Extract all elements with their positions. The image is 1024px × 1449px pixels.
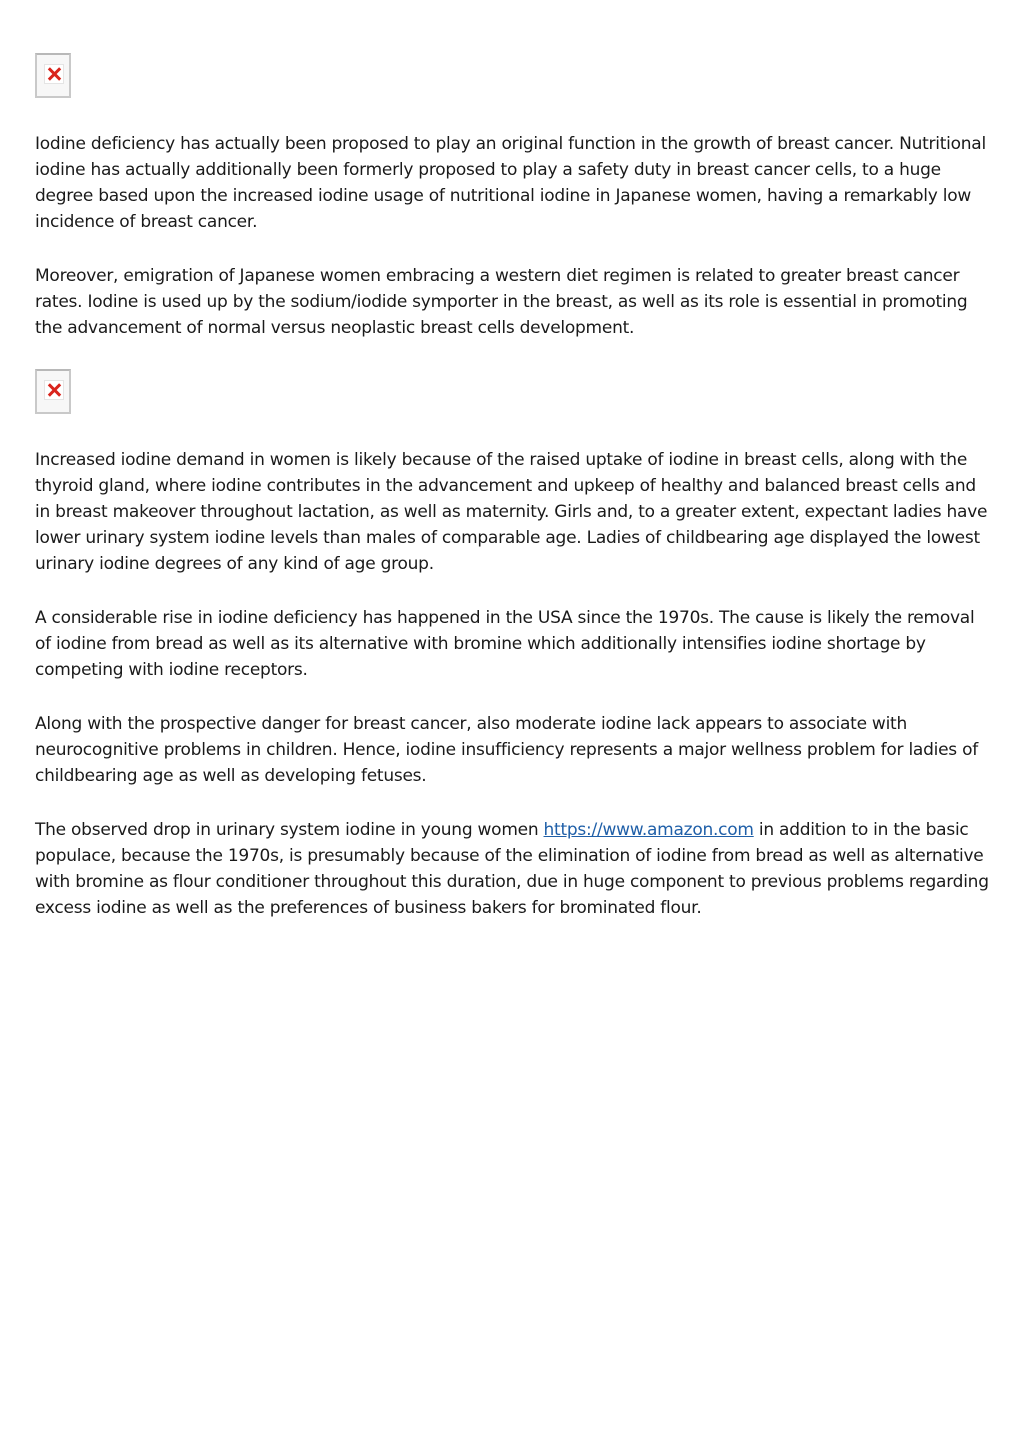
broken-image-icon <box>35 369 71 414</box>
red-x-icon <box>44 64 64 84</box>
paragraph-6-text-after: in addition to in the basic populace, because the 1970s, is presumably because of the elimination of iodine from bread as well as alternative with bromine as flour conditioner throughout this duration, due in huge component to previous problems regarding excess iodine as well as the preferences of business bakers for brominated flour. <box>35 820 989 918</box>
paragraph-1: Iodine deficiency has actually been proposed to play an original function in the growth of breast cancer. Nutritional iodine has actually additionally been formerly proposed to play a safety duty in breast cancer cells, to a huge degree based upon the increased iodine usage of nutritional iodine in Japanese women, having a remarkably low incidence of breast cancer. <box>35 134 986 232</box>
paragraph-6 <box>35 817 995 921</box>
paragraph-2: Moreover, emigration of Japanese women embracing a western diet regimen is related to greater breast cancer rates. Iodine is used up by the sodium/iodide symporter in the breast, as well as its role is essential in promoting the advancement of normal versus neoplastic breast cells development. <box>35 266 968 338</box>
paragraph-6-text-before: The observed drop in urinary system iodine in young women <box>35 820 544 840</box>
paragraph-5: Along with the prospective danger for breast cancer, also moderate iodine lack appears to associate with neurocognitive problems in children. Hence, iodine insufficiency represents a major wellness problem for ladies of childbearing age as well as developing fetuses. <box>35 714 978 786</box>
red-x-icon <box>44 380 64 400</box>
paragraph-4: A considerable rise in iodine deficiency has happened in the USA since the 1970s. The cause is likely the removal of iodine from bread as well as its alternative with bromine which additionally intensifies iodine shortage by competing with iodine receptors. <box>35 608 975 680</box>
paragraph-3: Increased iodine demand in women is likely because of the raised uptake of iodine in breast cells, along with the thyroid gland, where iodine contributes in the advancement and upkeep of healthy and balanced breast cells and in breast makeover throughout lactation, as well as maternity. Girls and, to a greater extent, expectant ladies have lower urinary system iodine levels than males of comparable age. Ladies of childbearing age displayed the lowest urinary iodine degrees of any kind of age group. <box>35 450 988 574</box>
amazon-link[interactable]: https://www.amazon.com <box>543 820 754 840</box>
article <box>35 53 995 921</box>
broken-image-icon <box>35 53 71 98</box>
